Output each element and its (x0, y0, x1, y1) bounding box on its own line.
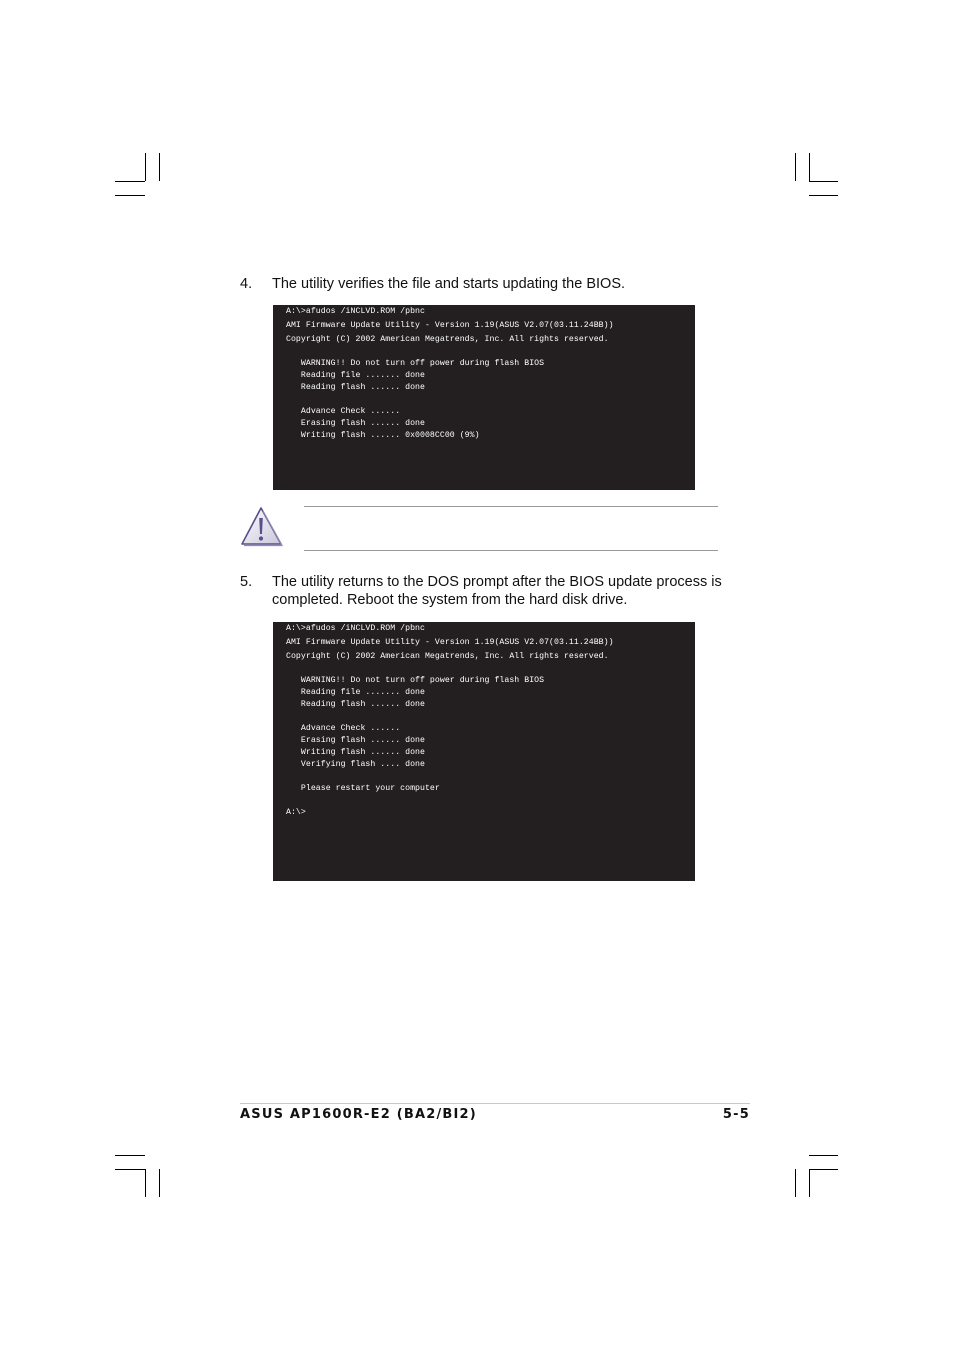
terminal-line (286, 771, 695, 783)
terminal-line: Writing flash ...... 0x0008CC00 (9%) (286, 431, 480, 440)
terminal-line: Writing flash ...... done (286, 748, 425, 757)
terminal-line: Reading file ....... done (286, 688, 425, 697)
terminal-line: A:\>afudos /iNCLVD.ROM /pbnc (286, 624, 425, 633)
terminal-line (286, 394, 695, 406)
terminal-screenshot-complete (273, 622, 695, 881)
crop-mark (795, 1169, 796, 1197)
warning-triangle-icon (240, 506, 284, 548)
terminal-line (286, 711, 695, 723)
terminal-line: Please restart your computer (286, 784, 440, 793)
crop-mark (809, 1155, 838, 1156)
terminal-line: AMI Firmware Update Utility - Version 1.19(ASUS V2.07(03.11.24BB)) (286, 638, 614, 647)
crop-mark (115, 1169, 145, 1170)
terminal-line (286, 663, 695, 675)
terminal-line: WARNING!! Do not turn off power during flash BIOS (286, 676, 545, 685)
terminal-line: Advance Check ...... (286, 407, 401, 416)
crop-mark (809, 181, 838, 182)
crop-mark (115, 1155, 145, 1156)
footer-product-name: ASUS AP1600R-E2 (BA2/BI2) (240, 1107, 477, 1122)
crop-mark (145, 1169, 146, 1197)
step-text: The utility returns to the DOS prompt after the BIOS update process is completed. Reboot the system from the hard disk drive. (272, 574, 722, 608)
crop-mark (115, 181, 145, 182)
crop-mark (159, 1169, 160, 1197)
terminal-line: Reading flash ...... done (286, 383, 425, 392)
crop-mark (809, 1169, 838, 1170)
terminal-line (286, 795, 695, 807)
terminal-line: Copyright (C) 2002 American Megatrends, Inc. All rights reserved. (286, 335, 609, 344)
notice-top-rule (304, 506, 718, 507)
crop-mark (795, 153, 796, 181)
terminal-line: Erasing flash ...... done (286, 419, 425, 428)
terminal-line: Reading flash ...... done (286, 700, 425, 709)
crop-mark (115, 195, 145, 196)
footer-rule (240, 1103, 750, 1104)
crop-mark (809, 153, 810, 181)
warning-notice (240, 504, 718, 554)
crop-mark (809, 195, 838, 196)
terminal-screenshot-updating (273, 305, 695, 490)
terminal-line: Reading file ....... done (286, 371, 425, 380)
step-number: 4. (240, 276, 253, 292)
terminal-line: AMI Firmware Update Utility - Version 1.19(ASUS V2.07(03.11.24BB)) (286, 321, 614, 330)
step-text: The utility verifies the file and starts updating the BIOS. (272, 276, 626, 292)
terminal-line: Copyright (C) 2002 American Megatrends, Inc. All rights reserved. (286, 652, 609, 661)
terminal-line: A:\> (286, 808, 306, 817)
crop-mark (159, 153, 160, 181)
terminal-line: WARNING!! Do not turn off power during flash BIOS (286, 359, 545, 368)
notice-bottom-rule (304, 550, 718, 551)
terminal-line: Advance Check ...... (286, 724, 401, 733)
terminal-line: Erasing flash ...... done (286, 736, 425, 745)
terminal-line: A:\>afudos /iNCLVD.ROM /pbnc (286, 307, 425, 316)
terminal-line: Verifying flash .... done (286, 760, 425, 769)
crop-mark (809, 1169, 810, 1197)
footer-page-number: 5-5 (722, 1107, 750, 1122)
terminal-line (286, 346, 695, 358)
step-number: 5. (240, 574, 253, 590)
crop-mark (145, 153, 146, 181)
